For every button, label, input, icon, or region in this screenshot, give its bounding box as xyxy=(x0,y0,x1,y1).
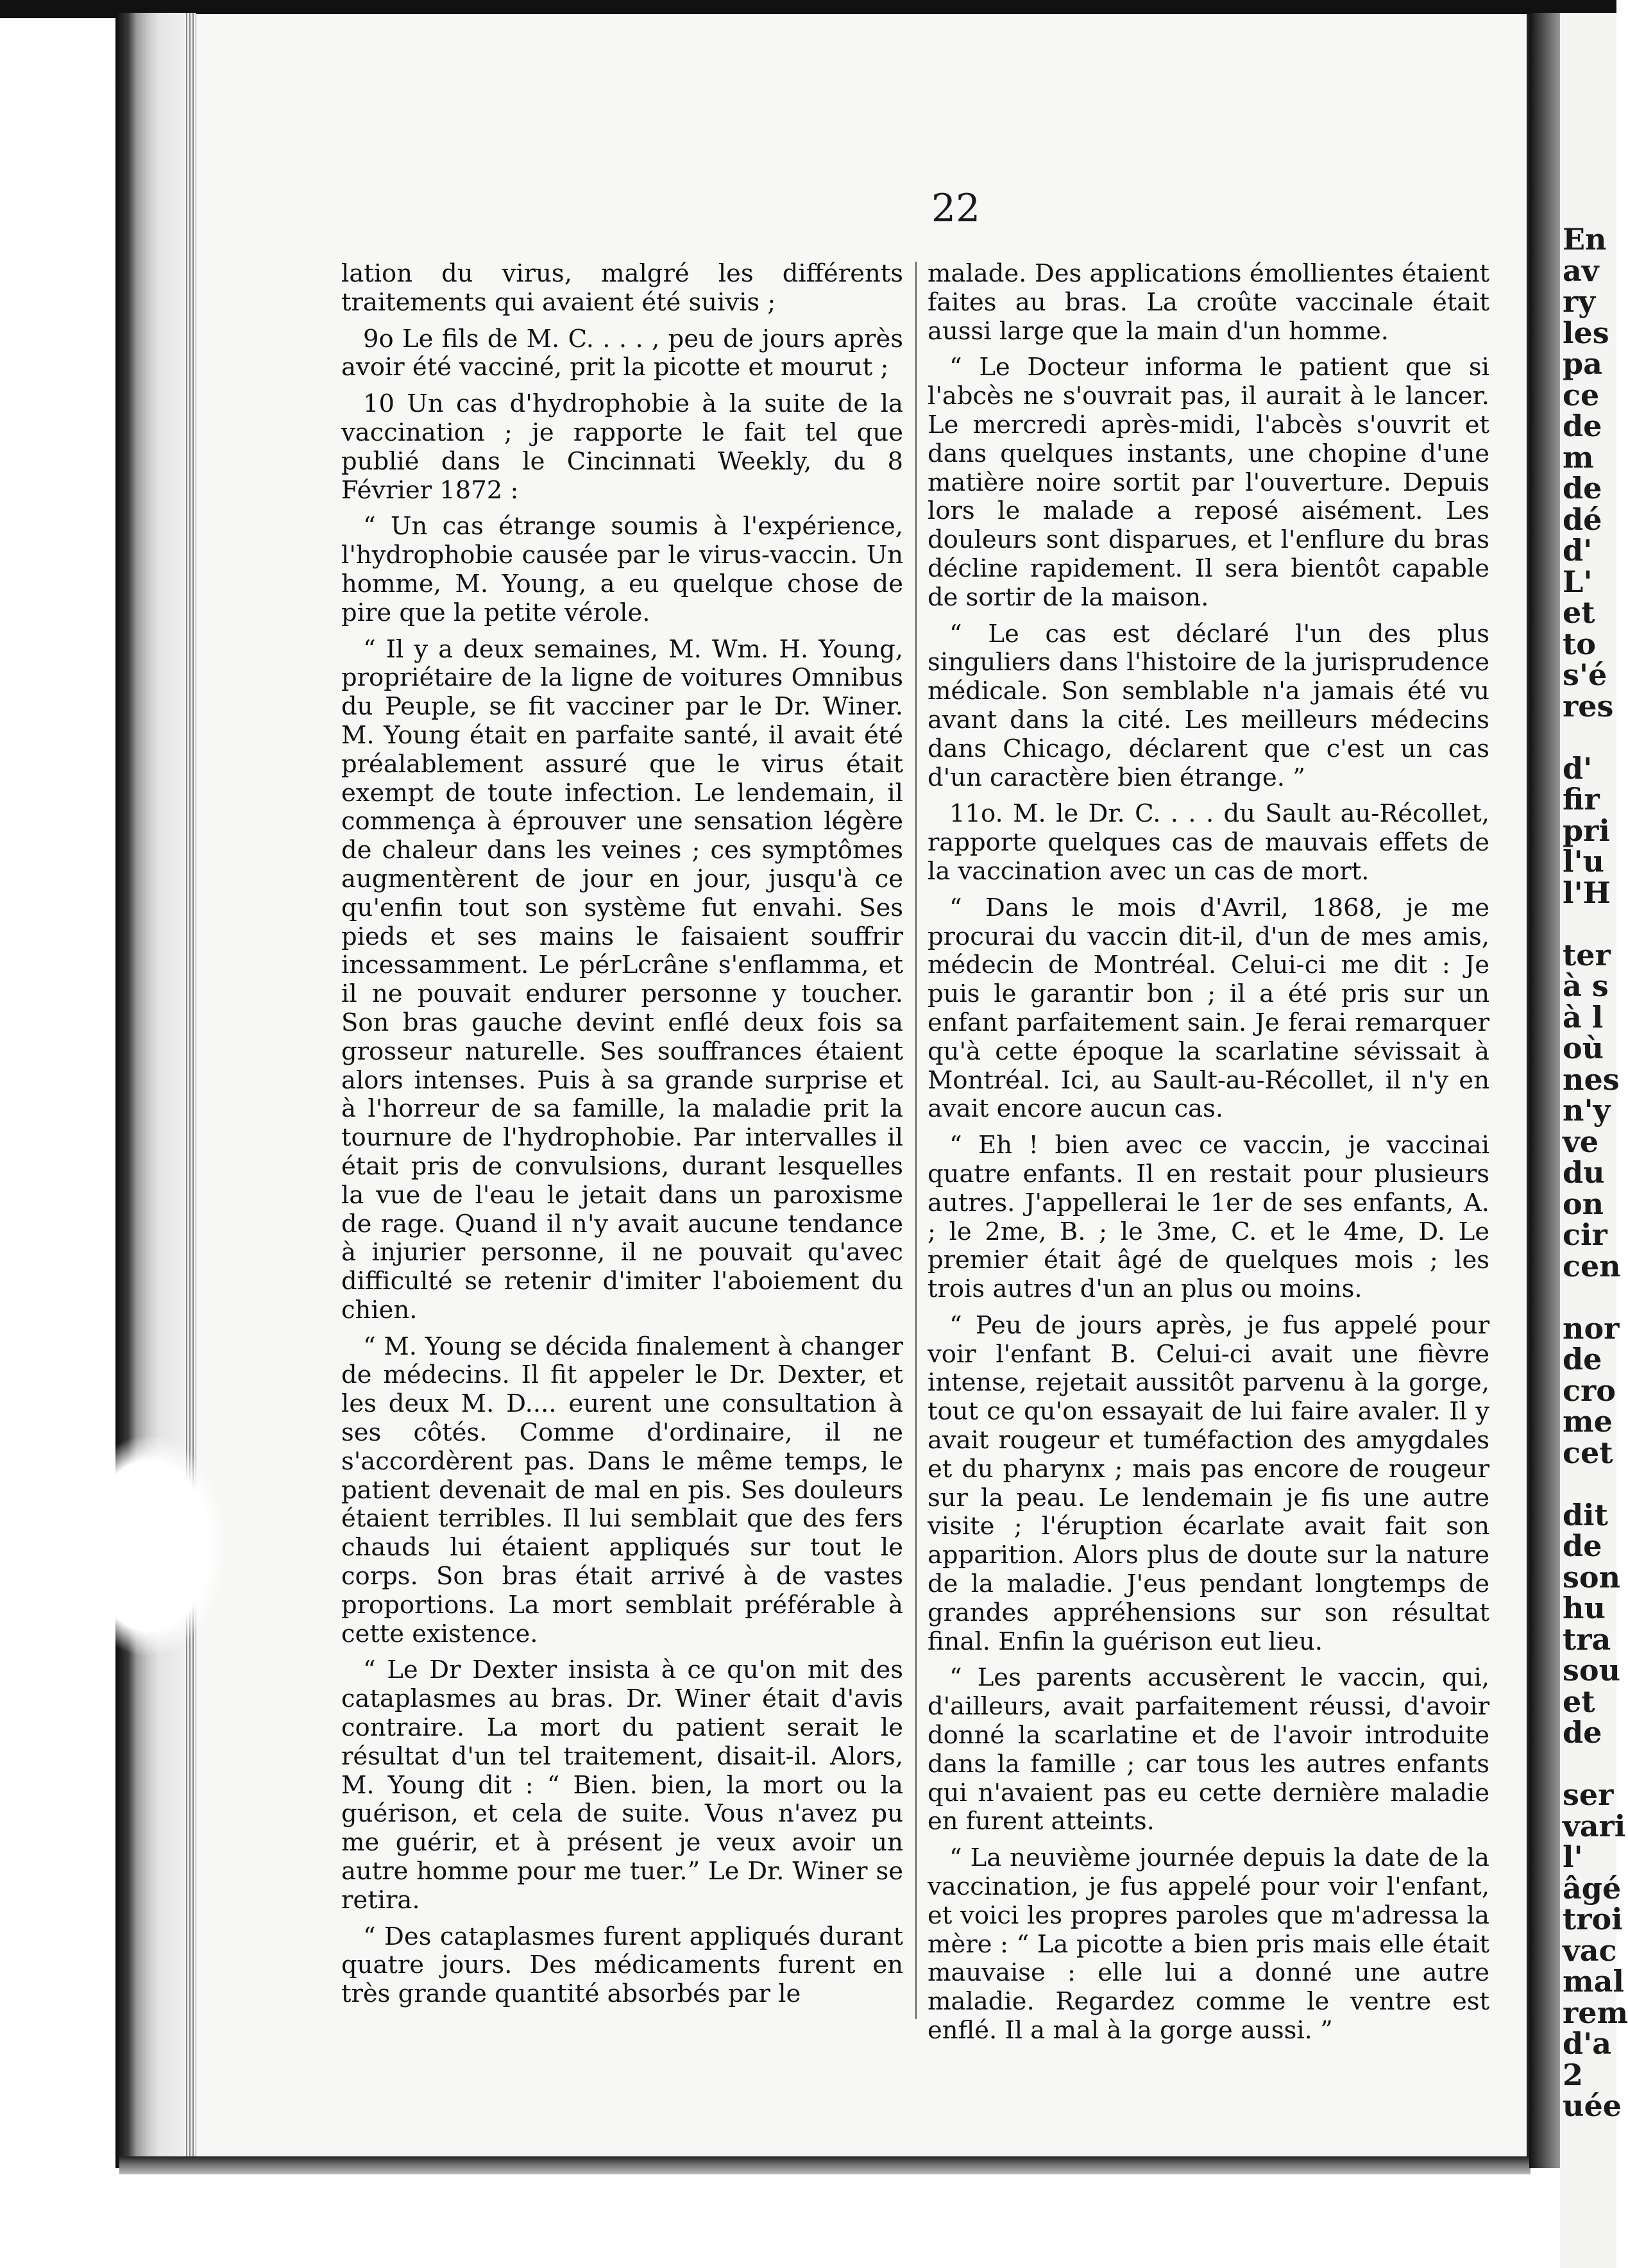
adjacent-page xyxy=(1560,13,1628,2268)
adjacent-page-fragment: rem xyxy=(1563,1995,1628,2030)
adjacent-page-fragment: l'H xyxy=(1563,875,1611,910)
page-edges xyxy=(186,13,196,2168)
adjacent-page-fragment: ter xyxy=(1563,937,1611,972)
adjacent-page-fragment: res xyxy=(1563,688,1614,724)
adjacent-page-fragment: nor xyxy=(1563,1310,1620,1346)
paragraph: “ Il y a deux semaines, M. Wm. H. Young, propriétaire de la ligne de voitures Omnibus du Peuple, se fit vacciner par le Dr. Winer. M. Young était en parfaite santé, il avait été préalablement assuré que le virus était exempt de toute infection. Le lendemain, il commença à éprouver une sensation légère de chaleur dans les veines ; ces symptômes augmentèrent de jour en jour, jusqu'à ce qu'enfin tout son système fut envahi. Ses pieds et ses mains le faisaient souffrir incessamment. Le pérLcrâne s'enflamma, et il ne pouvait endurer personne y toucher. Son bras gauche devint enflé deux fois sa grosseur naturelle. Ses souffrances étaient alors intenses. Puis à sa grande surprise et à l'horreur de sa famille, la maladie prit la tournure de l'hydrophobie. Par intervalles il était pris de convulsions, durant lesquelles la vue de l'eau le jetait dans un paroxisme de rage. Quand il n'y avait aucune tendance à injurier personne, il ne pouvait qu'avec difficulté se retenir d'imiter l'aboiement du chien. xyxy=(341,634,903,1324)
adjacent-page-fragment: ce xyxy=(1563,377,1600,412)
adjacent-page-fragment: cro xyxy=(1563,1373,1616,1408)
adjacent-page-fragment: vari xyxy=(1563,1808,1626,1843)
paragraph: “ M. Young se décida finalement à changer de médecins. Il fit appeler le Dr. Dexter, et les deux M. D.... eurent une consultation à ses côtés. Comme d'ordinaire, il ne s'accordèrent pas. Dans le même temps, le patient devenait de mal en pis. Ses douleurs étaient terribles. Il lui semblait que des fers chauds lui étaient appliqués sur tout le corps. Son bras était arrivé à de vastes proportions. La mort semblait préférable à cette existence. xyxy=(341,1332,903,1648)
paragraph: “ Le Dr Dexter insista à ce qu'on mit des cataplasmes au bras. Dr. Winer était d'avis contraire. La mort du patient serait le résultat d'un tel traitement, disait-il. Alors, M. Young dit : “ Bien. bien, la mort ou la guérison, et cela de suite. Vous n'avez pu me guérir, et à présent je veux avoir un autre homme pour me tuer.” Le Dr. Winer se retira. xyxy=(341,1655,903,1915)
adjacent-page-fragment: de xyxy=(1563,1715,1602,1750)
adjacent-page-fragment: troi xyxy=(1563,1902,1623,1936)
right-column xyxy=(928,260,1489,2045)
adjacent-page-fragment: hu xyxy=(1563,1591,1606,1625)
adjacent-page-fragment: s'é xyxy=(1563,657,1607,692)
adjacent-page-fragment: cen xyxy=(1563,1248,1621,1283)
paragraph: “ Des cataplasmes furent appliqués durant quatre jours. Des médicaments furent en très grande quantité absorbés par le xyxy=(341,1922,903,2009)
adjacent-page-fragment: cet xyxy=(1563,1435,1613,1470)
paragraph: 11o. M. le Dr. C. . . . du Sault au-Récollet, rapporte quelques cas de mauvais effets de la vaccination avec un cas de mort. xyxy=(928,799,1489,886)
paragraph: “ Le cas est déclaré l'un des plus singuliers dans l'histoire de la jurisprudence médicale. Son semblable n'a jamais été vu avant dans la cité. Les meilleurs médecins dans Chicago, déclarent que c'est un cas d'un caractère bien étrange. ” xyxy=(928,619,1489,792)
adjacent-page-fragment: uée xyxy=(1563,2088,1622,2123)
paragraph: “ La neuvième journée depuis la date de la vaccination, je fus appelé pour voir l'enfant, et voici les propres paroles que m'adressa la mère : “ La picotte a bien pris mais elle était mauvaise : elle lui a donné une autre maladie. Regardez comme le ventre est enflé. Il a mal à la gorge aussi. ” xyxy=(928,1843,1489,2045)
paragraph: “ Les parents accusèrent le vaccin, qui, d'ailleurs, avait parfaitement réussi, d'avoir donné la scarlatine et de l'avoir introduite dans la famille ; car tous les autres enfants qui n'avaient pas eu cette dernière maladie en furent atteints. xyxy=(928,1663,1489,1836)
paragraph: malade. Des applications émollientes étaient faites au bras. La croûte vaccinale était aussi large que la main d'un homme. xyxy=(928,259,1489,346)
adjacent-page-fragment: dé xyxy=(1563,502,1602,537)
adjacent-page-fragment: mal xyxy=(1563,1964,1624,1999)
adjacent-page-fragment: de xyxy=(1563,471,1602,505)
adjacent-page-fragment: on xyxy=(1563,1186,1604,1221)
adjacent-page-fragment: du xyxy=(1563,1155,1605,1190)
adjacent-page-fragment: l'u xyxy=(1563,844,1605,879)
adjacent-page-fragment: de xyxy=(1563,409,1602,443)
paragraph: “ Peu de jours après, je fus appelé pour voir l'enfant B. Celui-ci avait une fièvre intense, rejetait aussitôt parvenu à la gorge, tout ce qu'on essayait de lui faire avaler. Il y avait rougeur et tuméfaction des amygdales et du pharynx ; mais pas encore de rougeur sur la peau. Le lendemain je fis une autre visite ; l'éruption écarlate avait fait son apparition. Alors plus de doute sur la nature de la maladie. J'eus pendant longtemps de grandes appréhensions sur son résultat final. Enfin la guérison eut lieu. xyxy=(928,1310,1489,1656)
adjacent-page-fragment: les xyxy=(1563,315,1609,350)
adjacent-page-fragment: et xyxy=(1563,1684,1595,1719)
left-column xyxy=(341,260,903,2009)
adjacent-page-fragment: av xyxy=(1563,253,1599,288)
adjacent-page-fragment: ser xyxy=(1563,1777,1614,1812)
adjacent-page-fragment: d' xyxy=(1563,750,1593,786)
adjacent-page-fragment: de xyxy=(1563,1342,1602,1376)
adjacent-page-fragment: vac xyxy=(1563,1933,1617,1968)
adjacent-page-fragment: me xyxy=(1563,1404,1613,1439)
adjacent-page-fragment: d' xyxy=(1563,533,1593,568)
paragraph: “ Eh ! bien avec ce vaccin, je vaccinai quatre enfants. Il en restait pour plusieurs autres. J'appellerai le 1er de ses enfants, A. ; le 2me, B. ; le 3me, C. et le 4me, D. Le premier était âgé de quelques mois ; les trois autres d'un an plus ou moins. xyxy=(928,1131,1489,1304)
adjacent-page-fragment: n'y xyxy=(1563,1093,1611,1128)
adjacent-page-fragment: son xyxy=(1563,1559,1621,1595)
column-divider xyxy=(915,262,917,2019)
adjacent-page-fragment: tra xyxy=(1563,1621,1611,1657)
adjacent-page-fragment: L' xyxy=(1563,564,1593,599)
adjacent-page-fragment: âgé xyxy=(1563,1870,1622,1906)
adjacent-page-fragment: l' xyxy=(1563,1840,1583,1874)
adjacent-page-fragment: ry xyxy=(1563,284,1595,319)
paragraph: “ Le Docteur informa le patient que si l'abcès ne s'ouvrait pas, il aurait à le lancer. Le mercredi après-midi, l'abcès s'ouvrit et dans quelques instants, une chopine d'une matière noire sortit par l'ouverture. Depuis lors le malade a reposé aisément. Les douleurs sont disparues, et l'enflure du bras décline rapidement. Il sera bientôt capable de sortir de la maison. xyxy=(928,353,1489,612)
adjacent-page-fragment: dit xyxy=(1563,1497,1608,1532)
adjacent-page-fragment: à s xyxy=(1563,969,1609,1003)
adjacent-page-fragment: cir xyxy=(1563,1217,1607,1252)
adjacent-page-fragment: ve xyxy=(1563,1124,1598,1159)
adjacent-page-fragment: to xyxy=(1563,626,1596,661)
adjacent-page-fragment: à l xyxy=(1563,999,1604,1035)
page-number: 22 xyxy=(931,186,981,231)
page-bottom-edge xyxy=(119,2156,1530,2174)
paragraph: 9o Le fils de M. C. . . . , peu de jours après avoir été vacciné, prit la picotte et mourut ; xyxy=(341,324,903,382)
adjacent-page-fragment: En xyxy=(1563,222,1607,257)
paragraph: lation du virus, malgré les différents traitements qui avaient été suivis ; xyxy=(341,259,903,317)
adjacent-page-fragment: pri xyxy=(1563,813,1610,848)
adjacent-page-fragment: et xyxy=(1563,595,1595,630)
adjacent-page-fragment: de xyxy=(1563,1528,1602,1563)
adjacent-page-fragment: sou xyxy=(1563,1653,1621,1688)
paragraph: “ Dans le mois d'Avril, 1868, je me procurai du vaccin dit-il, d'un de mes amis, médecin de Montréal. Celui-ci me dit : Je puis le garantir bon ; il a été pris sur un enfant parfaitement sain. Je ferai remarquer qu'à cette époque la scarlatine sévissait à Montréal. Ici, au Sault-au-Récollet, il n'y en avait encore aucun cas. xyxy=(928,893,1489,1124)
adjacent-page-fragment: pa xyxy=(1563,346,1602,381)
gutter-shadow xyxy=(1529,13,1560,2168)
scan-stain xyxy=(72,1437,226,1655)
adjacent-page-fragment: nes xyxy=(1563,1062,1620,1097)
adjacent-page-fragment: m xyxy=(1563,439,1594,475)
adjacent-page-fragment: d'a xyxy=(1563,2026,1612,2061)
adjacent-page-fragment: 2 xyxy=(1563,2057,1584,2092)
adjacent-page-fragment: où xyxy=(1563,1031,1604,1065)
adjacent-page-fragment: fir xyxy=(1563,782,1600,817)
paragraph: “ Un cas étrange soumis à l'expérience, l'hydrophobie causée par le virus-vaccin. Un homme, M. Young, a eu quelque chose de pire que la petite vérole. xyxy=(341,512,903,627)
book-spine xyxy=(115,13,186,2168)
paragraph: 10 Un cas d'hydrophobie à la suite de la vaccination ; je rapporte le fait tel que publié dans le Cincinnati Weekly, du 8 Février 1872 : xyxy=(341,389,903,505)
